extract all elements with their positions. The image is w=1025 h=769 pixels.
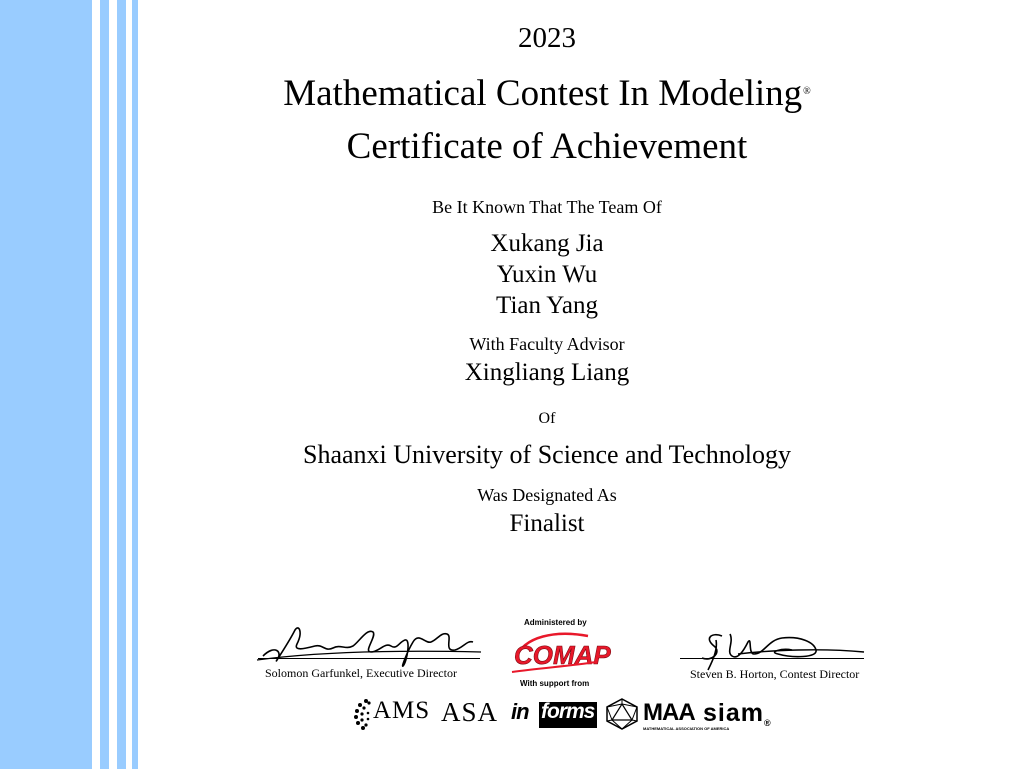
side-stripe — [100, 0, 109, 769]
support-label: With support from — [520, 679, 590, 688]
signer-right: Steven B. Horton, Contest Director — [690, 667, 860, 681]
siam-logo — [703, 699, 772, 728]
of-label: Of — [538, 410, 556, 427]
side-stripe — [117, 0, 126, 769]
institution-name: Shaanxi University of Science and Technology — [303, 440, 791, 469]
asa-text: ASA — [441, 697, 499, 727]
team-member: Yuxin Wu — [496, 261, 598, 288]
advisor-label: With Faculty Advisor — [469, 334, 625, 354]
comap-logo — [510, 628, 611, 676]
signature-left — [255, 622, 485, 668]
ams-text: AMS — [373, 697, 431, 724]
certificate-subtitle: Certificate of Achievement — [346, 126, 748, 167]
certificate-year: 2023 — [518, 22, 576, 54]
signature-line-right — [680, 658, 864, 659]
side-band — [0, 0, 92, 769]
contest-name: Mathematical Contest In Modeling — [283, 73, 803, 114]
siam-text: siam — [703, 699, 764, 727]
maa-icosahedron-icon — [605, 698, 639, 730]
side-stripe — [132, 0, 138, 769]
signature-line-left — [258, 658, 480, 659]
team-member: Xukang Jia — [490, 230, 604, 257]
ams-logo — [354, 697, 434, 733]
administered-by-label: Administered by — [524, 618, 587, 627]
comap-text: COMAP — [514, 640, 611, 670]
informs-forms-text: forms — [541, 700, 595, 723]
maa-subtitle: MATHEMATICAL ASSOCIATION OF AMERICA — [643, 726, 730, 731]
designation-label: Was Designated As — [477, 485, 617, 505]
team-member: Tian Yang — [496, 292, 598, 319]
informs-logo — [511, 699, 603, 731]
signature-right — [682, 628, 867, 672]
ams-dots-icon — [354, 697, 374, 731]
maa-text: MAA — [643, 699, 695, 726]
siam-registered-mark: ® — [763, 718, 772, 728]
certificate-title — [283, 72, 811, 115]
signer-left: Solomon Garfunkel, Executive Director — [265, 666, 457, 680]
registered-mark: ® — [803, 86, 811, 97]
asa-logo — [441, 697, 498, 728]
intro-text: Be It Known That The Team Of — [432, 197, 662, 217]
informs-in-text: in — [511, 699, 529, 724]
maa-logo — [605, 697, 730, 733]
advisor-name: Xingliang Liang — [464, 359, 630, 386]
designation-value: Finalist — [509, 510, 585, 537]
